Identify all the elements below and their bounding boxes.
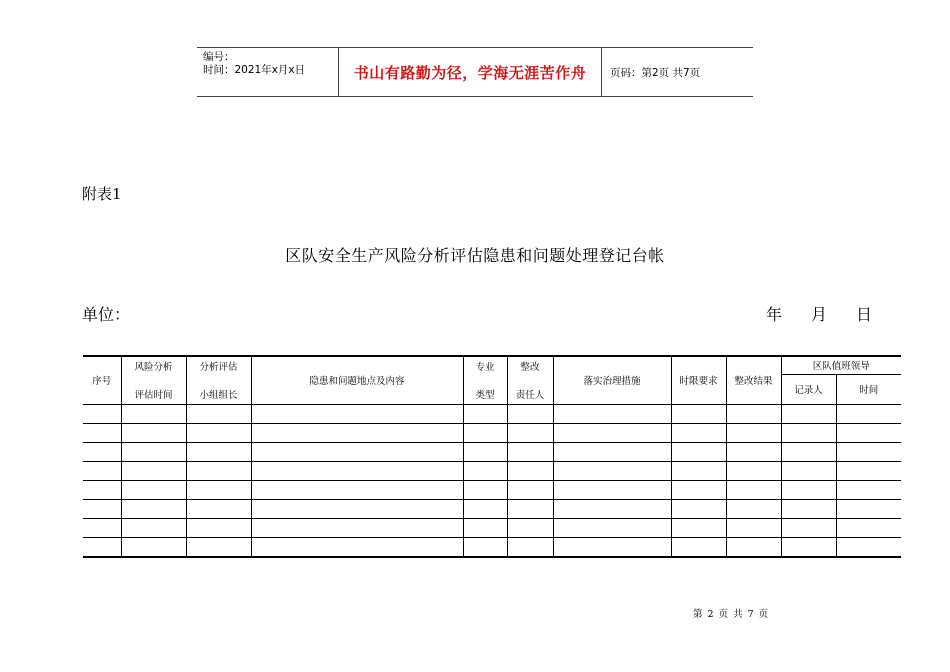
- appendix-label: 附表1: [82, 185, 122, 203]
- table-cell: [121, 480, 186, 499]
- header-page-info: 页码：第2页 共7页: [610, 66, 701, 79]
- table-cell: [726, 518, 781, 537]
- table-cell: [463, 537, 507, 557]
- unit-label: 单位：: [82, 305, 131, 324]
- table-row: [83, 423, 901, 442]
- table-cell: [251, 423, 463, 442]
- col-leader-top: 分析评估: [199, 362, 238, 374]
- table-cell: [83, 480, 121, 499]
- col-result: 整改结果: [726, 356, 781, 404]
- table-cell: [781, 404, 836, 423]
- table-cell: [836, 537, 901, 557]
- table-cell: [781, 442, 836, 461]
- table-cell: [553, 537, 671, 557]
- table-cell: [121, 423, 186, 442]
- header-motto: 书山有路勤为径，学海无涯苦作舟: [339, 48, 602, 96]
- header-meta: [197, 48, 339, 96]
- col-duty-group: 区队值班领导: [781, 356, 901, 374]
- col-type-bottom: 类型: [475, 390, 495, 402]
- table-cell: [507, 499, 553, 518]
- table-row: [83, 537, 901, 557]
- table-cell: [553, 499, 671, 518]
- table-cell: [671, 480, 726, 499]
- table-cell: [507, 518, 553, 537]
- table-cell: [781, 537, 836, 557]
- table-cell: [726, 404, 781, 423]
- table-cell: [121, 404, 186, 423]
- table-cell: [836, 461, 901, 480]
- table-cell: [83, 404, 121, 423]
- table-cell: [671, 499, 726, 518]
- header-time-label: 时间：2021年x月x日: [203, 64, 306, 76]
- table-cell: [463, 518, 507, 537]
- table-cell: [553, 461, 671, 480]
- table-cell: [726, 423, 781, 442]
- col-recorder: 记录人: [781, 374, 836, 404]
- table-cell: [507, 423, 553, 442]
- col-measures: 落实治理措施: [553, 356, 671, 404]
- table-cell: [507, 461, 553, 480]
- col-leader-bottom: 小组组长: [199, 390, 238, 402]
- table-row: [83, 518, 901, 537]
- table-cell: [251, 461, 463, 480]
- table-cell: [781, 480, 836, 499]
- table-cell: [186, 442, 251, 461]
- table-cell: [83, 537, 121, 557]
- ledger-table: [83, 355, 901, 558]
- table-cell: [507, 537, 553, 557]
- col-responsible-top: 整改: [520, 362, 540, 374]
- col-risk-time: [121, 356, 186, 404]
- table-cell: [553, 442, 671, 461]
- table-cell: [186, 404, 251, 423]
- date-year: 年: [766, 305, 783, 324]
- page-footer: 第 2 页 共 7 页: [693, 609, 770, 620]
- table-row: [83, 461, 901, 480]
- table-row: [83, 499, 901, 518]
- table-cell: [463, 404, 507, 423]
- table-cell: [83, 499, 121, 518]
- col-leader: [186, 356, 251, 404]
- table-cell: [781, 423, 836, 442]
- table-cell: [186, 423, 251, 442]
- table-cell: [251, 499, 463, 518]
- table-cell: [186, 518, 251, 537]
- table-cell: [463, 442, 507, 461]
- table-cell: [836, 442, 901, 461]
- table-cell: [121, 499, 186, 518]
- table-cell: [186, 537, 251, 557]
- table-cell: [251, 480, 463, 499]
- table-cell: [121, 518, 186, 537]
- table-cell: [726, 480, 781, 499]
- table-cell: [726, 442, 781, 461]
- table-cell: [726, 499, 781, 518]
- table-cell: [671, 423, 726, 442]
- table-cell: [671, 537, 726, 557]
- table-cell: [553, 480, 671, 499]
- ledger-body: [83, 404, 901, 557]
- table-cell: [121, 461, 186, 480]
- table-cell: [507, 442, 553, 461]
- table-cell: [463, 480, 507, 499]
- table-cell: [836, 499, 901, 518]
- table-cell: [781, 461, 836, 480]
- table-cell: [186, 461, 251, 480]
- table-cell: [726, 461, 781, 480]
- table-row: [83, 442, 901, 461]
- table-cell: [781, 518, 836, 537]
- table-cell: [671, 442, 726, 461]
- col-hazard: 隐患和问题地点及内容: [251, 356, 463, 404]
- date-day: 日: [856, 305, 873, 324]
- table-cell: [251, 442, 463, 461]
- page-title: 区队安全生产风险分析评估隐患和问题处理登记台帐: [285, 246, 665, 265]
- table-cell: [553, 423, 671, 442]
- table-cell: [836, 480, 901, 499]
- table-cell: [553, 518, 671, 537]
- table-cell: [507, 480, 553, 499]
- col-seq: 序号: [83, 356, 121, 404]
- table-cell: [836, 518, 901, 537]
- table-cell: [251, 537, 463, 557]
- table-cell: [836, 423, 901, 442]
- table-cell: [671, 404, 726, 423]
- table-cell: [251, 518, 463, 537]
- col-responsible-bottom: 责任人: [515, 390, 545, 402]
- table-cell: [83, 442, 121, 461]
- col-type: [463, 356, 507, 404]
- table-cell: [251, 404, 463, 423]
- table-cell: [463, 423, 507, 442]
- col-deadline: 时限要求: [671, 356, 726, 404]
- col-risk-time-bottom: 评估时间: [134, 390, 173, 402]
- table-cell: [553, 404, 671, 423]
- table-cell: [186, 480, 251, 499]
- header-code-label: 编号：: [203, 51, 235, 63]
- date-line: [766, 302, 872, 325]
- table-cell: [186, 499, 251, 518]
- table-cell: [671, 518, 726, 537]
- table-row: [83, 480, 901, 499]
- table-cell: [83, 518, 121, 537]
- col-time: 时间: [836, 374, 901, 404]
- table-cell: [121, 537, 186, 557]
- date-month: 月: [811, 305, 828, 324]
- table-cell: [726, 537, 781, 557]
- col-risk-time-top: 风险分析: [134, 362, 173, 374]
- table-cell: [121, 442, 186, 461]
- table-cell: [671, 461, 726, 480]
- table-cell: [463, 499, 507, 518]
- table-cell: [83, 461, 121, 480]
- table-cell: [507, 404, 553, 423]
- table-cell: [83, 423, 121, 442]
- table-cell: [836, 404, 901, 423]
- col-type-top: 专业: [475, 362, 495, 374]
- document-header: [197, 47, 753, 97]
- col-responsible: [507, 356, 553, 404]
- table-cell: [463, 461, 507, 480]
- table-row: [83, 404, 901, 423]
- table-cell: [781, 499, 836, 518]
